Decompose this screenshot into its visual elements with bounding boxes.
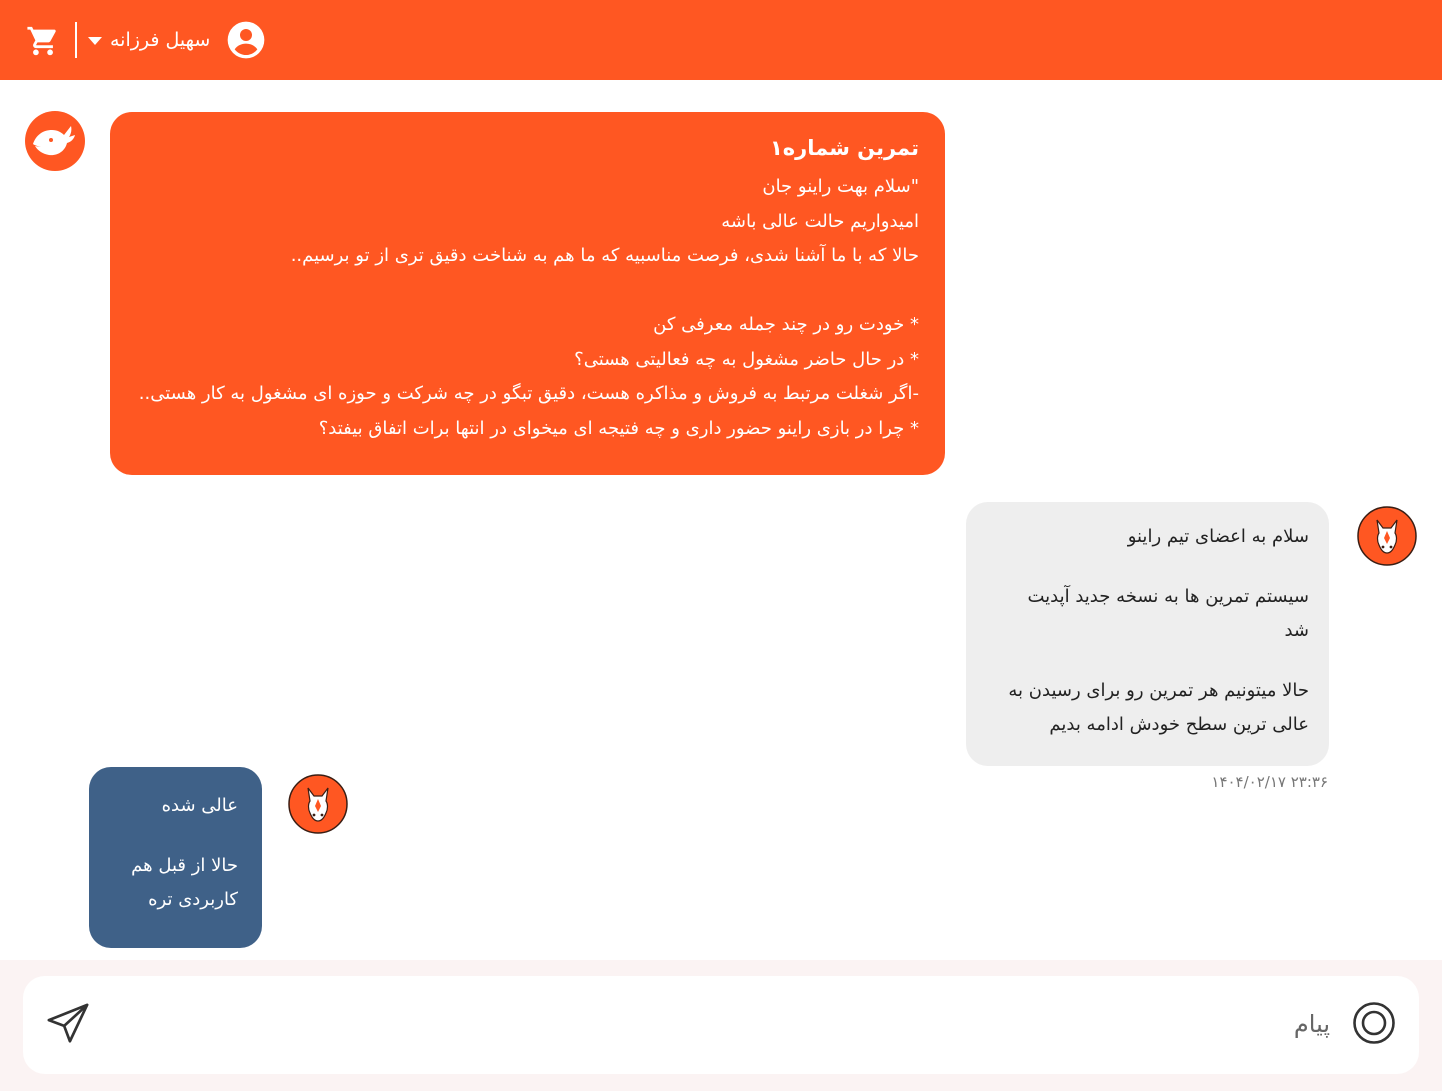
account-circle-icon[interactable] [226,20,266,60]
user-message-line: کاربردی تره [148,889,238,910]
exercise-message-bubble [110,112,945,475]
send-icon[interactable] [44,1001,92,1047]
exercise-line-blank [130,274,919,309]
admin-message-line: سلام به اعضای تیم راینو [1127,526,1309,547]
user-message-line: حالا از قبل هم [131,855,238,876]
admin-avatar [1357,506,1417,566]
exercise-title: تمرین شماره۱ [769,136,919,160]
user-menu[interactable] [88,20,210,60]
user-message-bubble [89,767,262,948]
exercise-line: * خودت رو در چند جمله معرفی کن [653,314,919,335]
chat-thread [0,80,1442,960]
admin-message-line: حالا میتونیم هر تمرین رو برای رسیدن به [1008,680,1309,701]
caret-down-icon [88,37,102,45]
admin-message-line: شد [1284,620,1309,641]
cart-icon[interactable] [26,24,60,58]
top-bar [0,0,1442,80]
exercise-line: امیدواریم حالت عالی باشه [721,210,919,232]
exercise-line: -اگر شغلت مرتبط به فروش و مذاکره هست، دقیق تبگو در چه شرکت و حوزه ای مشغول به کار هستی.. [138,383,919,404]
record-icon[interactable] [1352,1001,1396,1045]
exercise-line: * در حال حاضر مشغول به چه فعالیتی هستی؟ [574,348,919,370]
header-divider [75,22,77,58]
exercise-line: حالا که با ما آشنا شدی، فرصت مناسبیه که ما هم به شناخت دقیق تری از تو برسیم.. [290,245,919,266]
message-input[interactable] [120,998,1330,1050]
admin-message-line: سیستم تمرین ها به نسخه جدید آپدیت [1027,586,1309,607]
exercise-line: * چرا در بازی راینو حضور داری و چه فتیجه ای میخوای در انتها برات اتفاق بیفتد؟ [318,417,919,439]
rhino-logo-icon [24,110,86,172]
user-avatar [288,774,348,834]
admin-message-line: عالی ترین سطح خودش ادامه بدیم [1049,714,1309,735]
user-message-line: عالی شده [161,795,238,816]
exercise-line: "سلام بهت راینو جان [762,176,919,197]
message-timestamp: ۱۴۰۴/۰۲/۱۷ ۲۳:۳۶ [1211,773,1328,791]
admin-message-bubble [966,502,1329,766]
user-name: سهیل فرزانه [110,29,211,51]
